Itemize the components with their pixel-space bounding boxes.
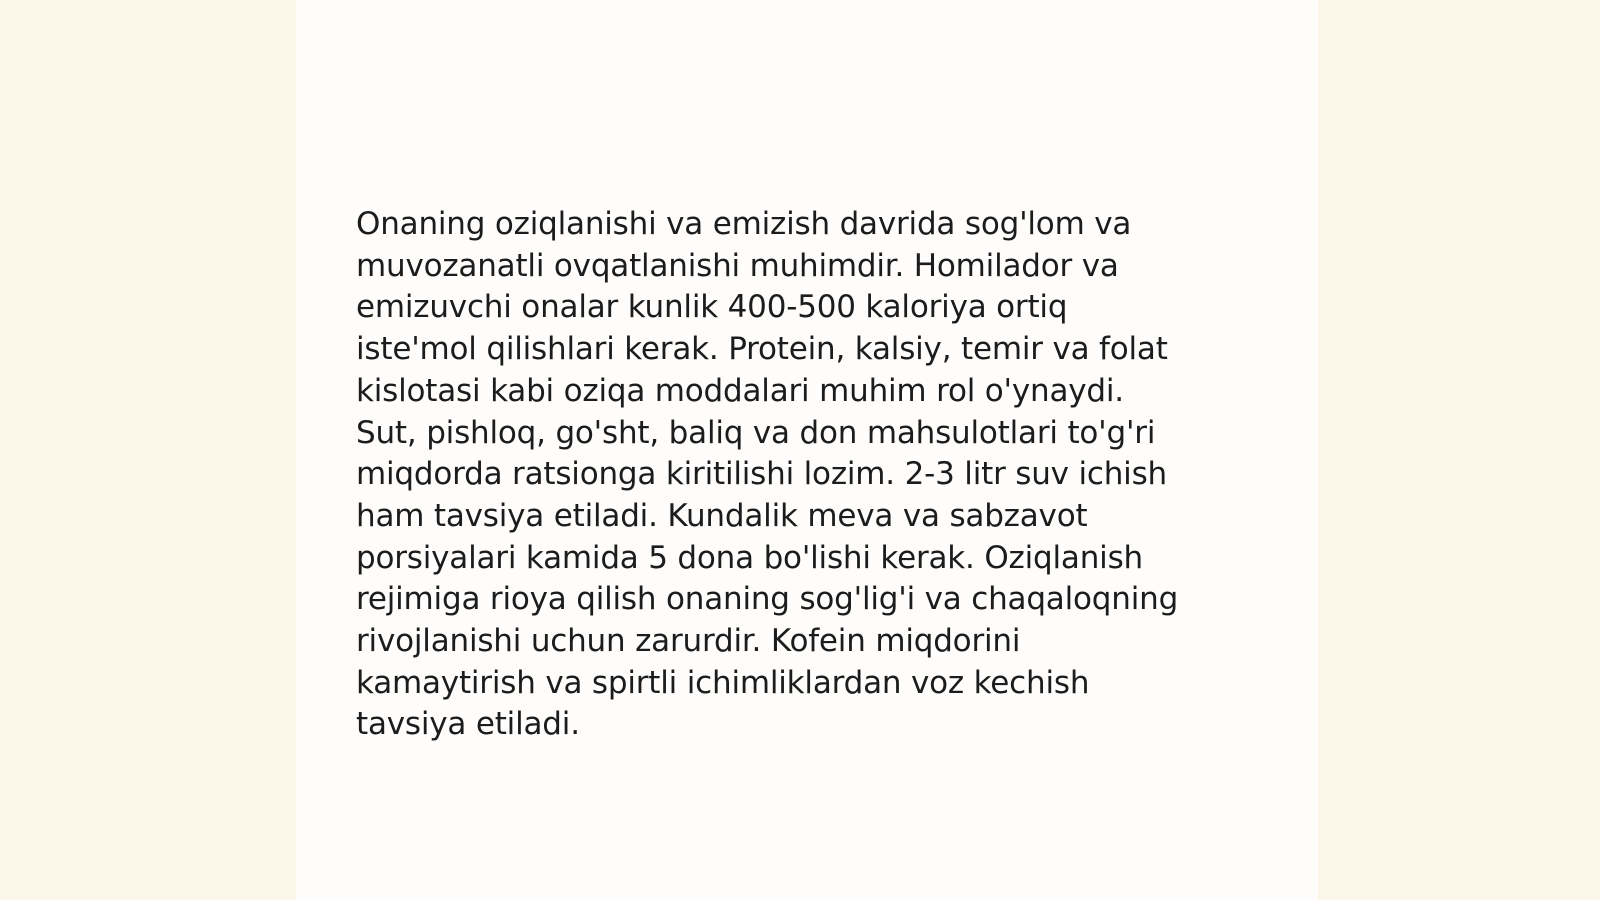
text-line-4: iste'mol qilishlari kerak. Protein, kalsiy, temir va folat — [356, 331, 1168, 368]
text-line-8: ham tavsiya etiladi. Kundalik meva va sabzavot — [356, 497, 1088, 534]
text-line-2: muvozanatli ovqatlanishi muhimdir. Homilador va — [356, 247, 1119, 284]
slide-panel — [296, 0, 1318, 900]
text-line-1: Onaning oziqlanishi va emizish davrida sog'lom va — [356, 206, 1132, 242]
text-line-6: Sut, pishloq, go'sht, baliq va don mahsulotlari to'g'ri — [356, 414, 1156, 451]
text-line-11: rivojlanishi uchun zarurdir. Kofein miqdorini — [356, 623, 1021, 660]
text-line-9: porsiyalari kamida 5 dona bo'lishi kerak. Oziqlanish — [356, 539, 1143, 576]
text-line-5: kislotasi kabi oziqa moddalari muhim rol o'ynaydi. — [356, 372, 1124, 409]
text-line-13: tavsiya etiladi. — [356, 706, 580, 743]
text-line-10: rejimiga rioya qilish onaning sog'lig'i va chaqaloqning — [356, 581, 1179, 618]
text-line-3: emizuvchi onalar kunlik 400-500 kaloriya ortiq — [356, 289, 1068, 326]
text-line-12: kamaytirish va spirtli ichimliklardan voz kechish — [356, 664, 1090, 701]
body-paragraph — [356, 204, 1246, 746]
text-line-7: miqdorda ratsionga kiritilishi lozim. 2-3 litr suv ichish — [356, 456, 1167, 493]
